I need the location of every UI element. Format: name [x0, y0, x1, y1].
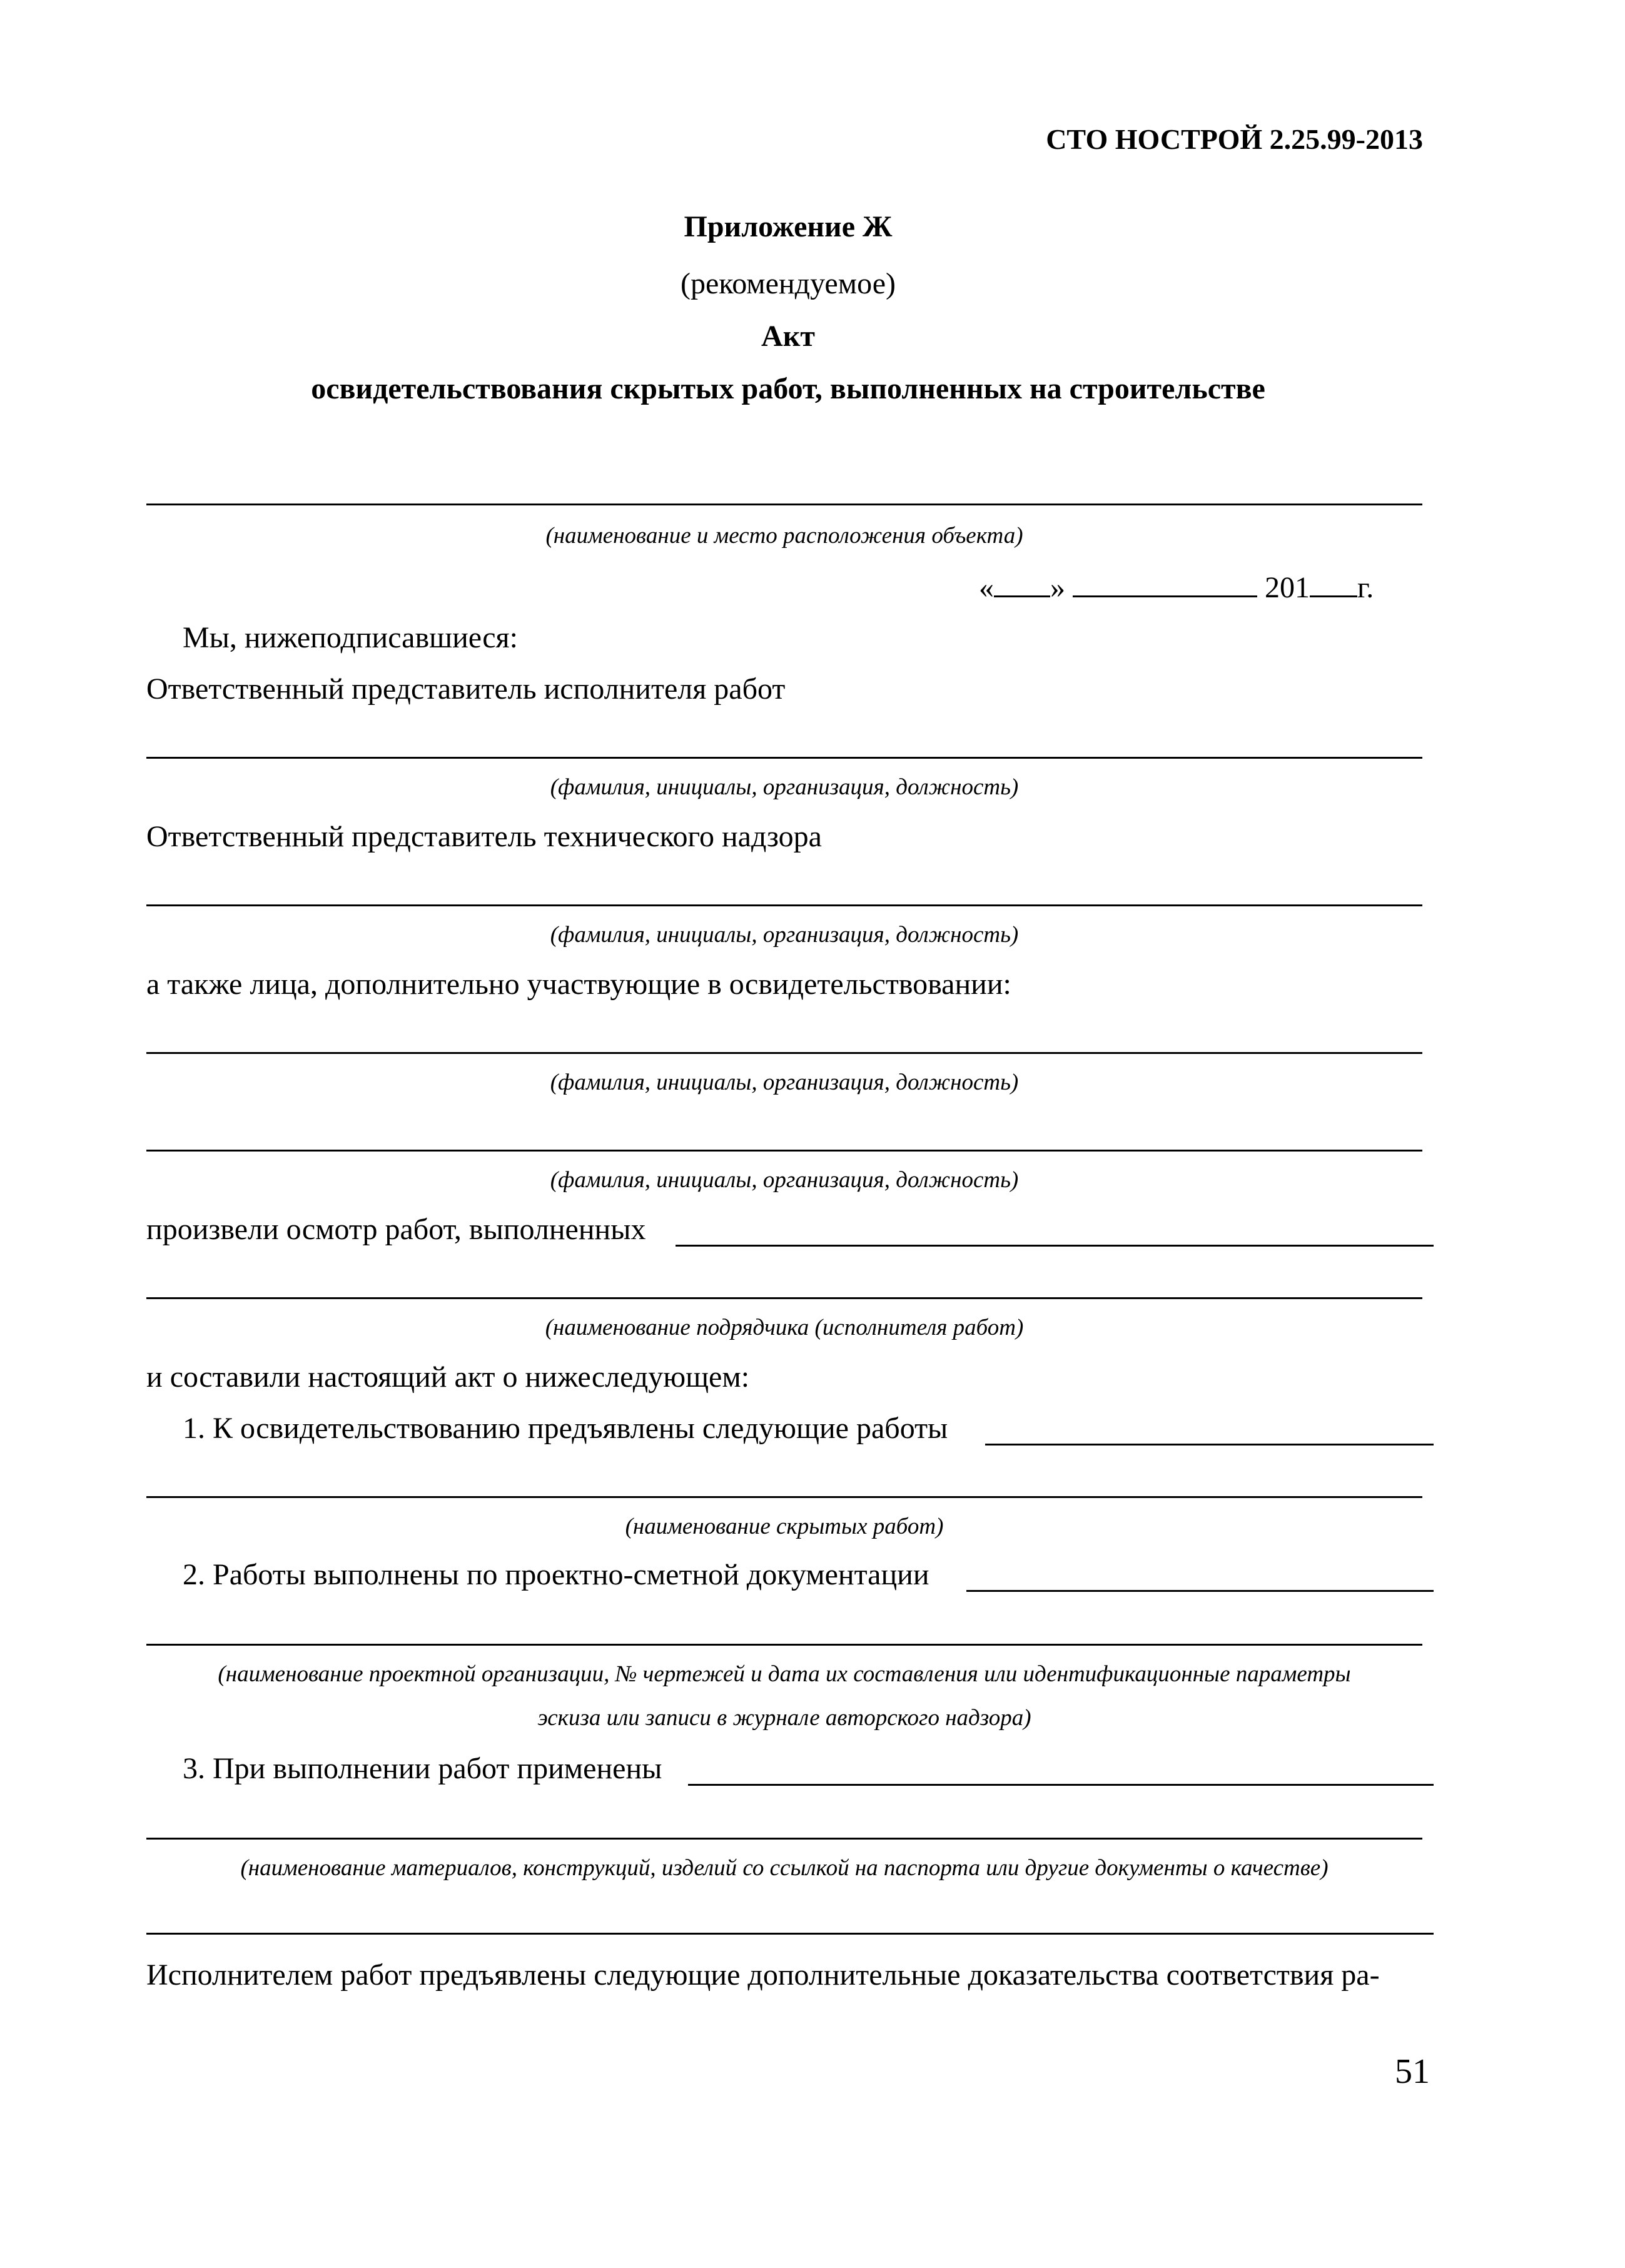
materials-field-line[interactable] [146, 1838, 1422, 1840]
materials-extra-field-line[interactable] [146, 1933, 1434, 1935]
tech-supervision-rep-label: Ответственный представитель технического надзора [146, 820, 822, 853]
recommended-label: (рекомендуемое) [681, 267, 896, 300]
item1-field-line[interactable] [985, 1444, 1434, 1445]
inspected-works-label: произвели осмотр работ, выполненных [146, 1213, 646, 1246]
additional-person-1-field-line[interactable] [146, 1052, 1422, 1054]
design-caption-line1: (наименование проектной организации, № чертежей и дата их составления или идентификационные параметры [218, 1661, 1351, 1687]
date-year-field[interactable] [1310, 568, 1357, 597]
person-caption-2: (фамилия, инициалы, организация, должность) [550, 922, 1019, 948]
contractor-caption: (наименование подрядчика (исполнителя работ) [545, 1315, 1024, 1340]
date-day-field[interactable] [994, 568, 1050, 597]
we-undersigned: Мы, нижеподписавшиеся: [183, 621, 518, 654]
item3-field-line[interactable] [688, 1784, 1434, 1786]
contractor-name-field-line[interactable] [146, 1297, 1422, 1299]
contractor-rep-field-line[interactable] [146, 757, 1422, 759]
item1-label: 1. К освидетельствованию предъявлены следующие работы [183, 1412, 948, 1445]
page-number: 51 [1395, 2052, 1430, 2091]
hidden-works-caption: (наименование скрытых работ) [625, 1514, 944, 1539]
date-year-prefix: 201 [1265, 571, 1310, 604]
act-subtitle: освидетельствования скрытых работ, выполненных на строительстве [311, 372, 1265, 405]
date-open-quote: « [979, 571, 994, 604]
additional-evidence-text: Исполнителем работ предъявлены следующие дополнительные доказательства соответствия ра- [146, 1958, 1380, 1992]
item2-field-line[interactable] [966, 1590, 1434, 1592]
person-caption-3: (фамилия, инициалы, организация, должность) [550, 1070, 1019, 1095]
design-caption-line2: эскиза или записи в журнале авторского надзора) [537, 1705, 1031, 1731]
tech-supervision-field-line[interactable] [146, 904, 1422, 906]
date-month-field[interactable] [1073, 568, 1257, 597]
object-caption: (наименование и место расположения объекта) [545, 523, 1023, 549]
materials-caption: (наименование материалов, конструкций, изделий со ссылкой на паспорта или другие документы о качестве) [240, 1855, 1329, 1881]
additional-persons-label: а также лица, дополнительно участвующие в освидетельствовании: [146, 968, 1011, 1001]
object-field-line[interactable] [146, 504, 1422, 505]
date-close-quote: » [1050, 571, 1065, 604]
date-year-suffix: г. [1357, 571, 1374, 604]
date-field [979, 568, 1374, 605]
compiled-act-label: и составили настоящий акт о нижеследующем: [146, 1360, 750, 1394]
appendix-title: Приложение Ж [684, 210, 893, 243]
hidden-works-field-line[interactable] [146, 1496, 1422, 1498]
inspected-works-field-line[interactable] [676, 1245, 1434, 1247]
item3-label: 3. При выполнении работ применены [183, 1752, 662, 1785]
additional-person-2-field-line[interactable] [146, 1150, 1422, 1152]
item2-label: 2. Работы выполнены по проектно-сметной документации [183, 1558, 929, 1591]
document-code: СТО НОСТРОЙ 2.25.99-2013 [1046, 123, 1423, 155]
contractor-rep-label: Ответственный представитель исполнителя работ [146, 672, 786, 706]
person-caption-1: (фамилия, инициалы, организация, должность) [550, 774, 1019, 800]
design-docs-field-line[interactable] [146, 1644, 1422, 1646]
act-title: Акт [761, 320, 815, 353]
person-caption-4: (фамилия, инициалы, организация, должность) [550, 1167, 1019, 1193]
